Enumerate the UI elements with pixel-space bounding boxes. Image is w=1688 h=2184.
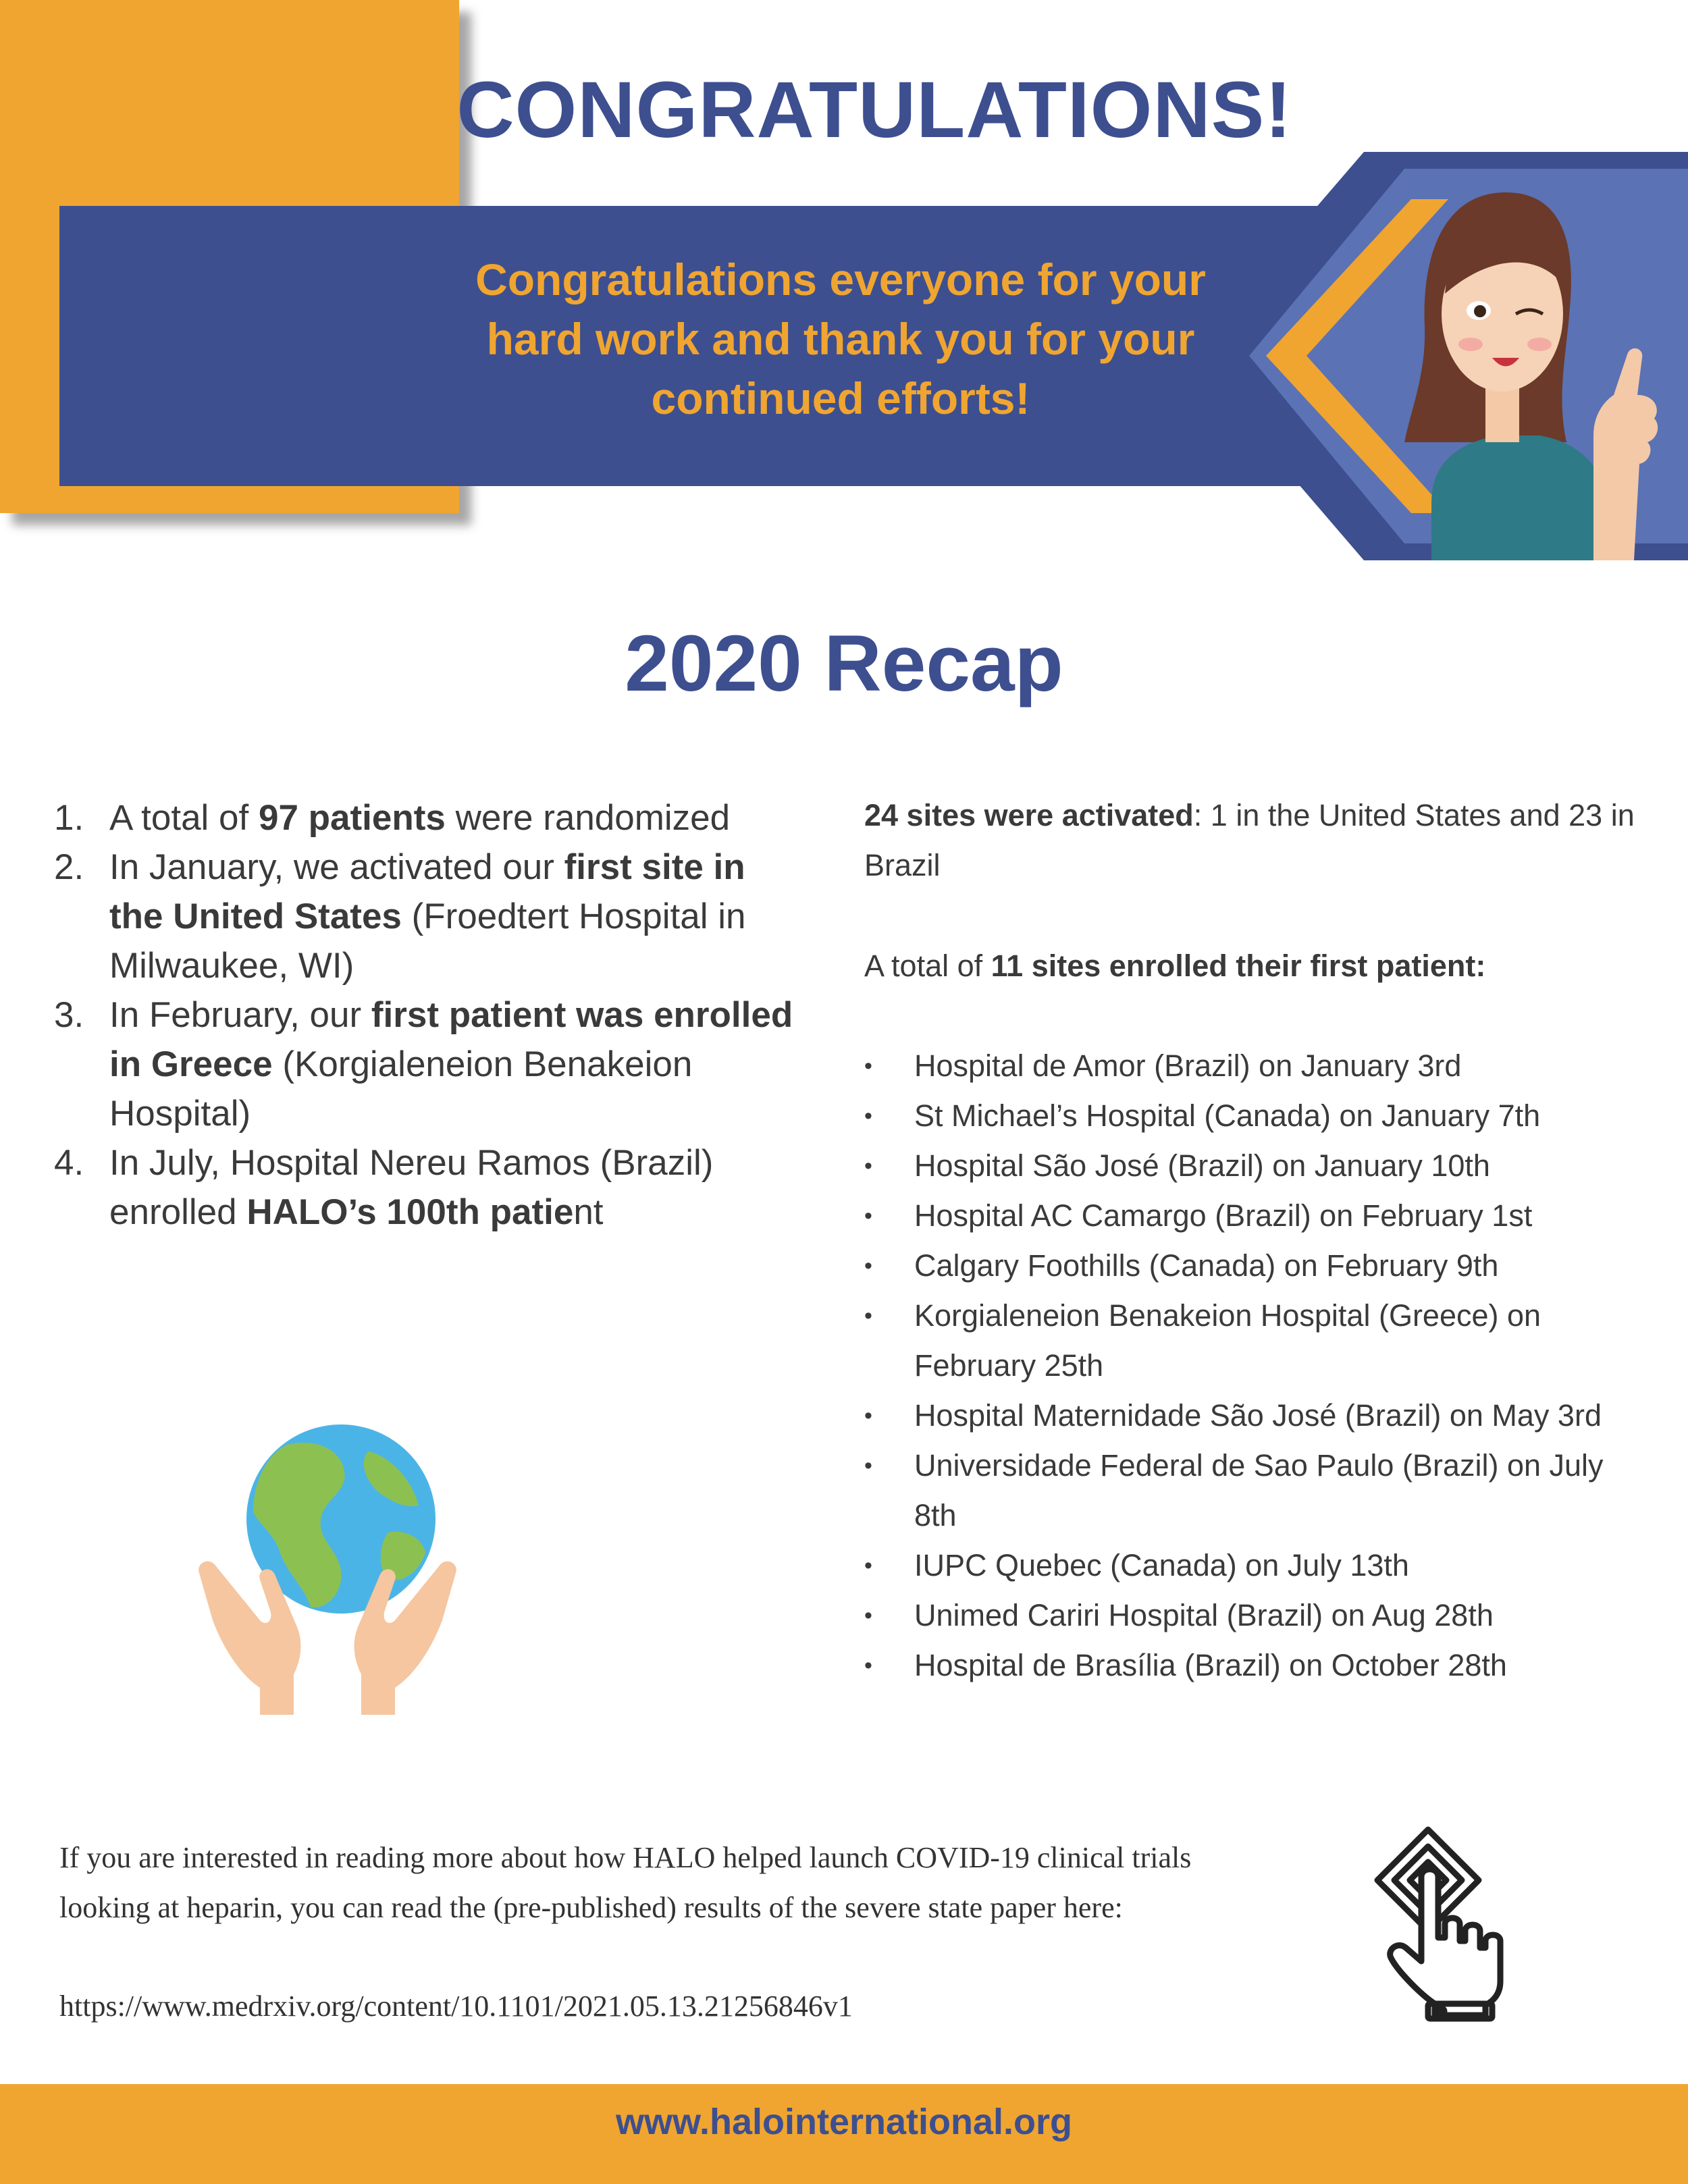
bold-text: first patient was enrolled in Greece [109, 995, 793, 1084]
text-run: In July, Hospital Nereu Ramos (Brazil) enrolled [109, 1143, 714, 1232]
list-number: 3. [54, 995, 84, 1035]
site-name: St Michael’s Hospital (Canada) on January 7th [914, 1098, 1541, 1133]
website-link[interactable]: www.halointernational.org [615, 2102, 1073, 2142]
bullet-icon: • [864, 1203, 872, 1229]
bullet-icon: • [864, 1653, 872, 1678]
bullet-icon: • [864, 1303, 872, 1329]
site-list-item [864, 1541, 1641, 1591]
site-name: Hospital São José (Brazil) on January 10th [914, 1148, 1490, 1183]
site-list-item [864, 1291, 1641, 1391]
bold-text: 11 sites enrolled their first patient: [991, 949, 1486, 983]
site-name: Hospital de Amor (Brazil) on January 3rd [914, 1048, 1462, 1083]
bullet-icon: • [864, 1103, 872, 1129]
site-list-item [864, 1441, 1641, 1541]
list-item [54, 1138, 797, 1237]
site-name: IUPC Quebec (Canada) on July 13th [914, 1548, 1409, 1582]
list-item [54, 793, 797, 843]
text-run: nt [573, 1192, 604, 1232]
site-name: Hospital de Brasília (Brazil) on October 28th [914, 1648, 1507, 1682]
list-number: 2. [54, 847, 84, 887]
list-number: 4. [54, 1143, 84, 1183]
bold-text: HALO’s 100th patie [246, 1192, 574, 1232]
interest-line: If you are interested in reading more about how HALO helped launch COVID-19 clinical trials [59, 1841, 1192, 1874]
site-name: Korgialeneion Benakeion Hospital (Greece) on February 25th [914, 1298, 1541, 1383]
text-run: were randomized [445, 798, 731, 838]
bullet-icon: • [864, 1053, 872, 1079]
sites-activated-text [864, 791, 1641, 890]
hand-tap-icon [1371, 1823, 1539, 2025]
site-name: Unimed Cariri Hospital (Brazil) on Aug 28th [914, 1598, 1494, 1632]
globe-in-hands-icon [186, 1418, 469, 1715]
woman-thumbs-up-illustration [1188, 152, 1688, 560]
text-run: (Froedtert Hospital in Milwaukee, WI) [109, 897, 746, 986]
list-item [54, 990, 797, 1138]
paper-interest-text [59, 1833, 1363, 1933]
list-item [54, 843, 797, 990]
site-list-item [864, 1391, 1641, 1441]
list-number: 1. [54, 798, 84, 838]
sites-enrolled-intro [864, 941, 1641, 991]
bullet-icon: • [864, 1153, 872, 1179]
site-name: Calgary Foothills (Canada) on February 9th [914, 1248, 1499, 1283]
recap-numbered-list [54, 793, 797, 1237]
banner-line: continued efforts! [651, 373, 1030, 423]
paper-url-link[interactable]: https://www.medrxiv.org/content/10.1101/2021.05.13.21256846v1 [59, 1990, 853, 2023]
recap-heading: 2020 Recap [625, 619, 1063, 708]
site-list-item [864, 1041, 1641, 1091]
site-list-item [864, 1591, 1641, 1641]
bullet-icon: • [864, 1253, 872, 1279]
interest-line: looking at heparin, you can read the (pre-published) results of the severe state paper here: [59, 1891, 1123, 1924]
text-run: A total of [109, 798, 259, 838]
text-run: In February, our [109, 995, 371, 1035]
banner-line: hard work and thank you for your [486, 314, 1195, 364]
site-list-item [864, 1191, 1641, 1241]
site-list-item [864, 1141, 1641, 1191]
text-run: In January, we activated our [109, 847, 564, 887]
site-list-item [864, 1091, 1641, 1141]
text-run: A total of [864, 949, 991, 983]
bullet-icon: • [864, 1403, 872, 1429]
enrolled-sites-list [864, 1041, 1641, 1690]
site-name: Universidade Federal de Sao Paulo (Brazil) on July 8th [914, 1448, 1604, 1533]
site-name: Hospital Maternidade São José (Brazil) on May 3rd [914, 1398, 1602, 1433]
site-name: Hospital AC Camargo (Brazil) on February 1st [914, 1198, 1533, 1233]
text-run: : 1 in the United States and 23 in Brazil [864, 798, 1635, 882]
bullet-icon: • [864, 1453, 872, 1479]
site-list-item [864, 1641, 1641, 1690]
bold-text: 24 sites were activated [864, 798, 1194, 832]
site-list-item [864, 1241, 1641, 1291]
bold-text: first site in the United States [109, 847, 745, 936]
banner-message [419, 250, 1263, 428]
bold-text: 97 patients [258, 798, 446, 838]
page-title: CONGRATULATIONS! [456, 65, 1292, 155]
banner-line: Congratulations everyone for your [475, 255, 1206, 304]
text-run: (Korgialeneion Benakeion Hospital) [109, 1044, 693, 1134]
bullet-icon: • [864, 1553, 872, 1578]
bullet-icon: • [864, 1603, 872, 1628]
